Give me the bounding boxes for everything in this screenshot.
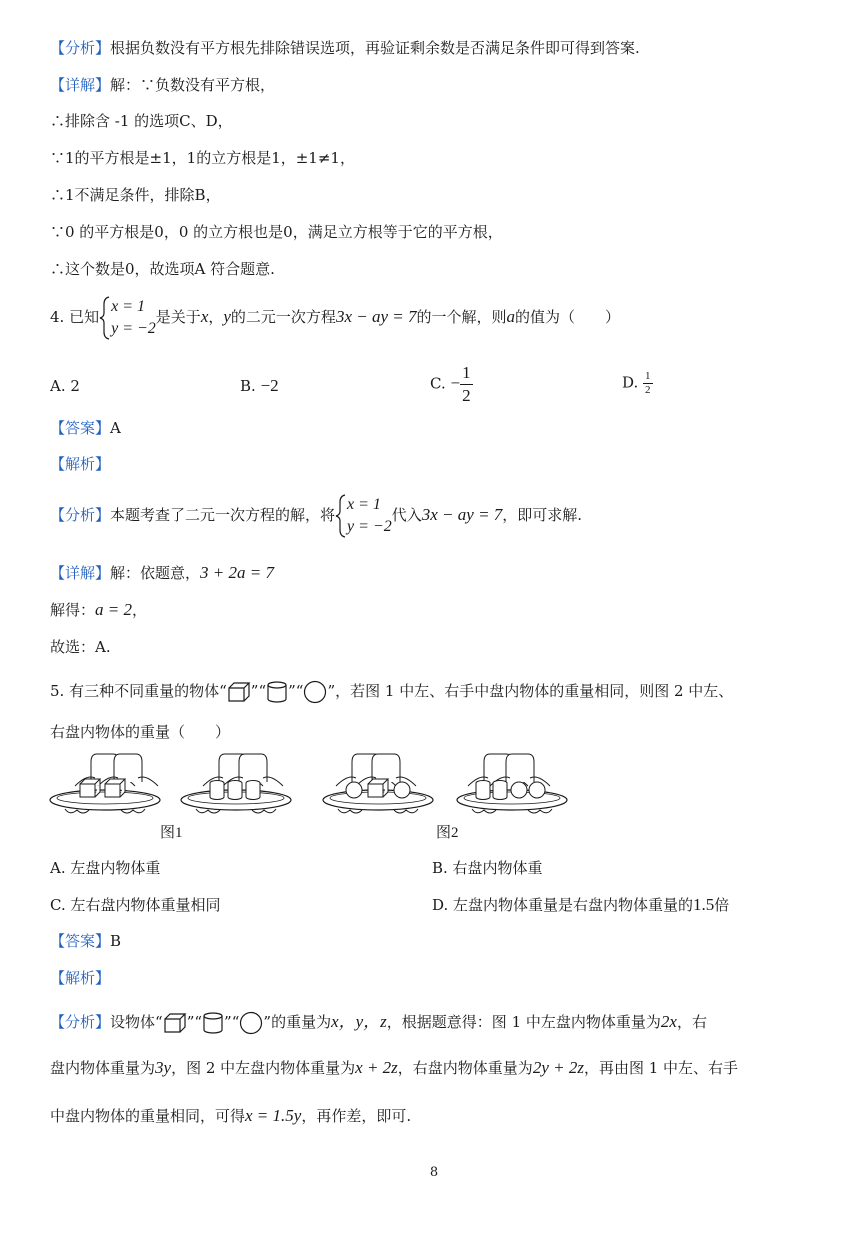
fig1-cylinder [228,781,242,800]
q4-equation: 3x − ay = 7 [335,307,417,326]
q4-option-c-label: C. [430,374,446,393]
q4-option-a: A. 2 [50,377,80,395]
fenxi-text: ，图 2 中左盘内物体重量为 [171,1059,356,1077]
quote-close: ” [263,1013,272,1031]
fig2-cylinder [493,781,507,800]
solution-line-3: ∴1不满足条件，排除B， [50,186,221,204]
q4-var-y: y [223,307,231,326]
q5-option-b: B. 右盘内物体重 [432,859,543,877]
q5-suffix: ，若图 1 中左、右手中盘内物体的重量相同，则图 2 中左、 [335,682,734,700]
answer-tag: 【答案】 [50,932,111,950]
fig2-ball [394,782,410,798]
solution-line-1: ∴排除含 -1 的选项C、D， [50,112,233,130]
q4-option-b-value: −2 [260,376,279,395]
fig1-cube [80,779,100,797]
detail-tag: 【详解】 [50,76,111,94]
fenxi-text: ，再由图 1 中左、右手 [583,1059,739,1077]
fig1-label: 图1 [160,825,183,841]
q4-mid2: 的二元一次方程 [230,308,336,326]
q4-var-x: x [200,307,209,326]
fig1-cylinder [210,781,224,800]
q4-option-d-label: D. [622,373,639,392]
quote-close: ” [288,682,296,700]
fenxi-text: ，右 [676,1013,707,1031]
q5-analysis-heading [50,968,110,988]
q4-fenxi-system [335,494,392,538]
cylinder-icon [266,681,288,703]
fenxi-equation: 3x − ay = 7 [421,505,503,524]
fenxi-sys-row-1: x = 1 [347,496,381,513]
quote-close: ” [327,682,336,700]
answer-value: B [110,932,122,950]
detail-tag: 【详解】 [50,564,111,582]
solution-line-4: ∵0 的平方根是0，0 的立方根也是0，满足立方根等于它的平方根， [50,223,503,241]
detail-text: 解：∵负数没有平方根， [110,76,276,94]
q4-option-d-fraction [643,370,653,397]
fig1-cube [105,779,125,797]
q4-choose: 故选：A. [50,638,111,656]
q4-solve [50,600,147,620]
fig2-cylinder [476,781,490,800]
q5-stem-line-1 [50,680,733,704]
fenxi-vars: x，y，z [331,1012,387,1031]
page-number: 8 [429,1165,439,1180]
solve-label: 解得： [50,601,96,619]
cylinder-icon [202,1012,224,1034]
q4-option-c-sign: − [450,373,461,393]
quote-open: “ [295,682,304,700]
fenxi-text: 设物体 [110,1013,156,1031]
q4-mid1: 是关于 [155,308,201,326]
fenxi-text-2: 代入 [391,506,422,524]
fraction-numerator: 1 [460,362,473,385]
q4-detail [50,563,274,583]
fraction-denominator: 2 [645,384,651,396]
fenxi-sys-row-2: y = −2 [347,518,392,535]
brace-icon [99,296,111,340]
detail-text: 解：依题意， [110,564,201,582]
detail-line [50,75,275,95]
q4-prefix: 4. 已知 [50,308,100,326]
q4-mid3: 的一个解，则 [416,308,507,326]
fenxi-expr: x + 2z [355,1058,398,1077]
fenxi-expr: 2y + 2z [532,1058,584,1077]
analysis-text: 根据负数没有平方根先排除错误选项，再验证剩余数是否满足条件即可得到答案. [110,39,640,57]
fig2-ball [511,782,527,798]
solve-equation: a = 2 [95,600,132,619]
fenxi-text: 的重量为 [271,1013,332,1031]
quote-open: “ [194,1013,203,1031]
quote-close: ” [224,1013,232,1031]
quote-open: “ [155,1013,163,1031]
q4-option-c-fraction [460,362,473,407]
q5-option-d-text: D. 左盘内物体重量是右盘内物体重量的 [432,896,694,914]
brace-icon [335,494,347,538]
q5-fenxi-line-1 [50,1010,707,1035]
fenxi-text: ，再作差，即可. [301,1107,412,1125]
fraction-numerator: 1 [645,370,651,382]
q4-sep: ， [208,308,224,326]
quote-open: “ [258,682,267,700]
q5-option-d [432,895,729,915]
quote-open: “ [231,1013,240,1031]
q5-option-d-end: 倍 [714,896,730,914]
q5-fenxi-line-3 [50,1106,411,1126]
solve-end: ， [132,601,148,619]
fenxi-text-1: 本题考查了二元一次方程的解，将 [110,506,336,524]
q4-sys-row-2: y = −2 [111,320,156,337]
fig2-ball [346,782,362,798]
fenxi-text: 中盘内物体的重量相同，可得 [50,1107,246,1125]
q5-fenxi-line-2 [50,1058,738,1078]
fraction-denominator: 2 [462,386,471,405]
fenxi-expr: 2x [660,1012,677,1031]
q5-option-a: A. 左盘内物体重 [50,859,161,877]
fig2-cube [368,779,388,797]
q5-answer [50,931,121,951]
solution-line-2: ∵1的平方根是±1，1的立方根是1，±1≠1， [50,149,355,167]
fenxi-expr: x = 1.5y [245,1106,302,1125]
fenxi-expr: 3y [155,1058,172,1077]
q4-sys-row-1: x = 1 [111,298,145,315]
analysis-line [50,38,640,58]
detail-equation: 3 + 2a = 7 [200,563,274,582]
solution-line-5: ∴这个数是0，故选项A 符合题意. [50,260,275,278]
q4-system [99,296,156,340]
q4-option-b-label: B. [240,377,256,395]
answer-value: A [110,419,121,437]
fenxi-tag: 【分析】 [50,506,111,524]
q4-option-d [622,370,653,397]
q4-fenxi [50,494,582,538]
fig1-cylinder [246,781,260,800]
q4-option-b [240,376,279,396]
q4-option-c [430,362,473,407]
fig2-ball [529,782,545,798]
analysis-tag: 【解析】 [50,455,111,473]
fig2-label: 图2 [436,825,459,841]
fenxi-text: ，根据题意得：图 1 中左盘内物体重量为 [386,1013,661,1031]
q5-option-d-number: 1.5 [693,895,715,914]
cube-icon [163,1013,187,1033]
quote-close: ” [186,1013,195,1031]
answer-tag: 【答案】 [50,419,111,437]
quote-close: ” [250,682,259,700]
fenxi-text: ，右盘内物体重量为 [397,1059,533,1077]
balance-figure [48,752,588,847]
fenxi-text: 盘内物体重量为 [50,1059,156,1077]
q5-prefix: 5. 有三种不同重量的物体 [50,682,220,700]
analysis-tag: 【解析】 [50,969,111,987]
q4-var-a: a [506,307,515,326]
fenxi-tag: 【分析】 [50,1013,111,1031]
cube-icon [227,682,251,702]
q5-stem-line-2: 右盘内物体的重量（ ） [50,723,231,741]
q4-answer [50,418,121,438]
fenxi-text-3: ，即可求解. [502,506,583,524]
q5-option-c: C. 左右盘内物体重量相同 [50,896,221,914]
sphere-icon [303,680,327,704]
quote-open: “ [219,682,227,700]
analysis-tag: 【分析】 [50,39,111,57]
sphere-icon [239,1011,263,1035]
q4-analysis-heading [50,454,110,474]
q4-stem [50,296,620,340]
q4-suffix: 的值为（ ） [515,308,621,326]
